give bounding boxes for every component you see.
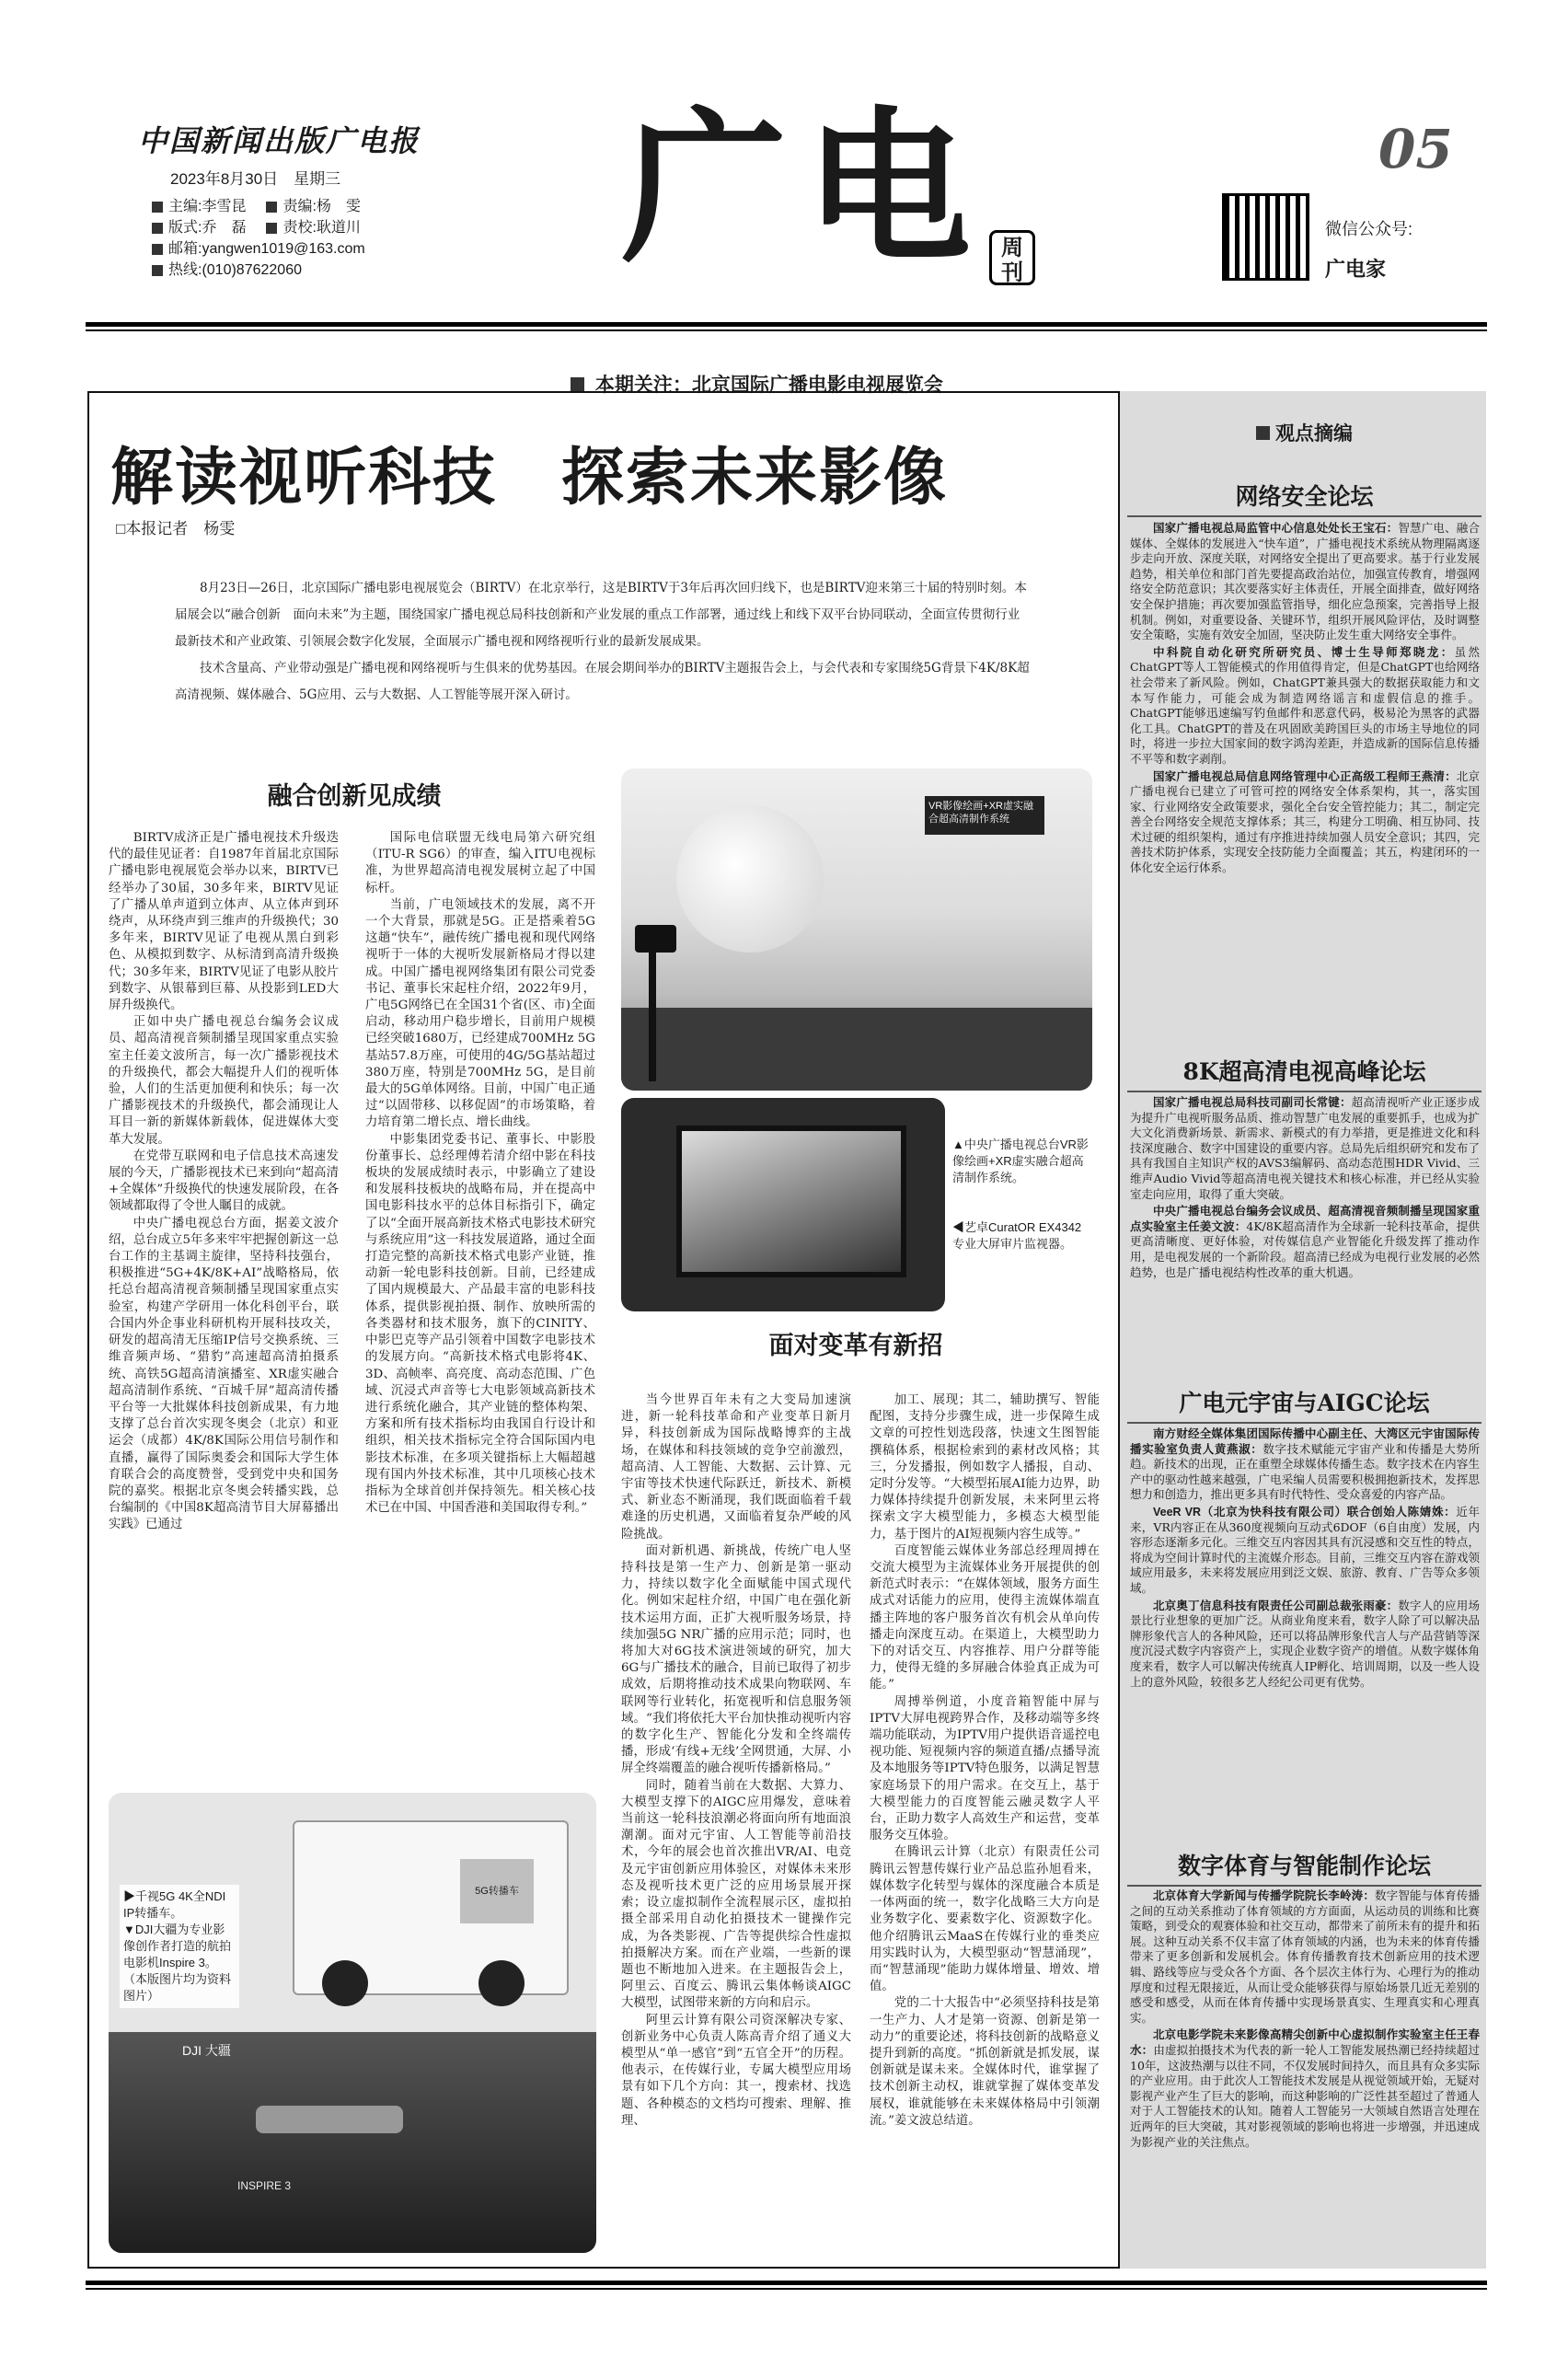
staff-label: 版式: <box>168 220 202 236</box>
quote-speaker: 北京奥丁信息科技有限责任公司副总裁张雨豪： <box>1153 1599 1399 1612</box>
paragraph: 中影集团党委书记、董事长、中影股份董事长、总经理傅若清介绍中影在科技板块的发展成绩时表示，中影确立了建设和发展科技板块的战略布局，并在提高中国电影科技水平的总体目标指引下，确定了以“全面开展高新技术格式电影技术研究与系统应用”这一科技发展道路，通过全面打造完整的高新技术格式电影产业链，推动新一轮电影科技创新。目前，已经建成了国内规模最大、产品最丰富的电影科技体系，提供影视拍摄、制作、放映所需的各类器材和技术服务，旗下的CINITY、中影巴克等产品引领着中国数字电影技术的发展方向。“高新技术格式电影将4K、3D、高帧率、高亮度、高动态范围、广色域、沉浸式声音等七大电影领域高新技术进行系统化融合，其产业链的整体构架、方案和所有技术指标均由我国自行设计和组织，相关技术指标完全符合国际国内电影技术标准，在多项关键指标上大幅超越现有国内外技术标准，其中几项核心技术指标为全球首创并保持领先。相关核心技术已在中国、中国香港和美国取得专利。” <box>365 1132 595 1516</box>
paragraph: 当今世界百年未有之大变局加速演进，新一轮科技革命和产业变革日新月异，科技创新成为国际战略博弈的主战场，在媒体和科技领域的竞争空前激烈，超高清、人工智能、大数据、云计算、元宇宙等技术快速代际跃迁，新技术、新模式、新业态不断涌现，我们既面临着千载难逢的历史机遇，又面临着复杂严峻的风险挑战。 <box>621 1393 851 1542</box>
camera-tripod-icon <box>649 934 656 1081</box>
forum-body <box>1130 1426 1480 1692</box>
paragraph: 百度智能云媒体业务部总经理周搏在交流大模型为主流媒体业务开展提供的创新范式时表示：“在媒体领域，服务方面生成式对话能力的应用，使得主流媒体端直播主阵地的客户服务首次有机会从单向传播走向深度互动。在渠道上，大模型助力下的对话交互、内容推荐、用户分群等能力，使得无缝的多屏融合体验真正成为可能。” <box>870 1543 1100 1692</box>
topic-text: 本期关注：北京国际广播电影电视展览会 <box>594 375 943 396</box>
quote <box>1130 769 1480 876</box>
article-column-3 <box>621 1392 851 2253</box>
quote-speaker: 国家广播电视总局监管中心信息处处长王宝石： <box>1153 522 1399 535</box>
staff-label: 邮箱: <box>168 241 202 257</box>
page-number: 05 <box>1378 118 1453 180</box>
staff-label: 热线: <box>168 262 202 278</box>
article-column-1 <box>109 830 339 1773</box>
quote-speaker: 北京电影学院未来影像高精尖创新中心虚拟制作实验室主任王春水： <box>1130 2028 1480 2057</box>
staff-row-email <box>152 238 455 260</box>
paragraph: 加工、展现；其二，辅助撰写、智能配图，支持分步骤生成，进一步保障生成文章的可控性划选段落，快速文生图智能撰稿体系，根据检索到的素材改风格；其三，分发播报，例如数字人播报，自动、定时分发等。“大模型拓展AI能力边界，助力媒体持续提升创新发展，未来阿里云将探索文字大模型能力，多模态大模型能力，基于图片的AI短视频内容生成等。” <box>870 1393 1100 1542</box>
forum-title: 8K超高清电视高峰论坛 <box>1127 1054 1482 1092</box>
paragraph: 面对新机遇、新挑战，传统广电人坚持科技是第一生产力、创新是第一驱动力，持续以数字化全面赋能中国式现代化。例如宋起柱介绍，中国广电在强化新技术运用方面，正扩大视听服务场景，持续加强5G NR广播的应用示范；同时，也将加大对6G技术演进领域的研究，加大6G与广播技术的融合，目前已取得了初步成效，后期将推动技术成果向物联网、车联网等行业转化，拓宽视听和信息服务领域。“我们将依托大平台加快推动视听内容的数字化生产、智能化分发和全终端传播，形成‘有线+无线’全网贯通，大屏、小屏全终端覆盖的融合视听传播新格局。” <box>621 1543 851 1776</box>
quote-text: 虽然ChatGPT等人工智能模式的作用值得肯定，但是ChatGPT也给网络社会带来了新风险。例如，ChatGPT兼具强大的数据获取能力和文本写作能力，可能会成为制造网络谣言和虚假信息的推手。ChatGPT能够迅速编写钓鱼邮件和恶意代码，极易沦为黑客的武器化工具。ChatGPT的普及在巩固欧美跨国巨头的市场主导地位的同时，将进一步拉大国家间的数字鸿沟差距，并造成新的国际信息传播不平等和数字剥削。 <box>1130 644 1480 766</box>
quote-text: 智慧广电、融合媒体、全媒体的发展进入“快车道”，广播电视技术系统从物理隔离逐步走向开放、深度关联，对网络安全提出了更高要求。基于行业发展趋势，相关单位和部门首先要提高政治站位，加强宣传教育，增强网络安全防范意识；其次要落实好主体责任，开展全面排查，做好网络安全保护措施；再次要加强监管指导，细化应急预案，完善指导上报机制。例如，对重要设备、关键环节，组织开展风险评估，及时调整安全策略，实施有效安全加固，坚决防止发生重大网络安全事件。 <box>1130 521 1480 642</box>
staff-hotline: (010)87622060 <box>202 262 302 278</box>
footer-rule-thin <box>86 2288 1487 2290</box>
square-bullet-icon <box>152 223 163 234</box>
quote-speaker: 国家广播电视总局信息网络管理中心正高级工程师王燕清： <box>1153 769 1457 783</box>
wheel-icon <box>322 1960 368 2006</box>
quote-speaker: 北京体育大学新闻与传播学院院长李岭涛： <box>1153 1889 1375 1902</box>
issue-date: 2023年8月30日 星期三 <box>170 170 341 188</box>
quote-speaker: 中科院自动化研究所研究员、博士生导师郑晓龙： <box>1153 645 1455 659</box>
square-bullet-icon <box>152 202 163 213</box>
quote <box>1130 1888 1480 2026</box>
wheel-icon <box>478 1960 525 2006</box>
camera-icon <box>635 925 676 953</box>
quote-speaker: 国家广播电视总局科技司副司长常键： <box>1153 1096 1352 1109</box>
drone-scene <box>109 2032 596 2253</box>
square-bullet-icon <box>266 223 277 234</box>
inspire-label: INSPIRE 3 <box>237 2179 292 2192</box>
wechat-name: 广电家 <box>1325 258 1387 281</box>
forum-title: 网络安全论坛 <box>1127 479 1482 517</box>
paragraph: 中央广播电视总台方面，据姜文波介绍，总台成立5年多来牢牢把握创新这一总台工作的主基调主旋律，坚持科技强台，积极推进“5G+4K/8K+AI”战略格局，依托总台超高清视音频制播呈现国家重点实验室，构建产学研用一体化科创平台，联合国内外企事业科研机构开展科技攻关，研发的超高清无压缩IP信号交换系统、三维音频声场、“猎豹”高速超高清拍摄系统、高铁5G超高清演播室、XR虚实融合超高清制作系统、“百城千屏”超高清传播平台等一大批媒体科技创新成果，有力地支撑了总台首次实现冬奥会（北京）和亚运会（成都）4K/8K国际公用信号制作和直播，赢得了国际奥委会和国际大学生体育联合会的高度赞誉，受到党中央和国务院的嘉奖。根据北京冬奥会转播实践，总台编制的《中国8K超高清节目大屏幕播出实践》已通过 <box>109 1216 339 1532</box>
masthead-rule <box>86 322 1487 327</box>
section-heading-1: 融合创新见成绩 <box>267 782 442 811</box>
staff-value: 耿道川 <box>316 220 361 236</box>
caption-photo1: ▲中央广播电视总台VR影像绘画+XR虚实融合超高清制作系统。 <box>952 1138 1089 1184</box>
broadcast-truck <box>293 1820 569 1995</box>
weekly-badge: 周刊 <box>989 230 1035 285</box>
paragraph: BIRTV成济正是广播电视技术升级迭代的最佳见证者：自1987年首届北京国际广播电影电视展览会举办以来，BIRTV已经举办了30届，30多年来，BIRTV见证了广播从单声道到立体声、从立体声到环绕声，从环绕声到三维声的升级换代；30多年来，BIRTV见证了电视从黑白到彩色、从模拟到数字、从标清到高清升级换代；30多年来，BIRTV见证了电影从胶片到数字、从银幕到巨幕、从投影到LED大屏升级换代。 <box>109 831 339 1013</box>
quote <box>1130 521 1480 643</box>
paragraph: 阿里云计算有限公司资深解决专家、创新业务中心负责人陈高青介绍了通义大模型从“单一感官”到“五官全开”的历程。他表示，在传媒行业，专属大模型应用场景有如下几个方向：其一，搜索材、找选题、各种模态的文档均可搜索、理解、推理、 <box>621 2013 851 2128</box>
quote-text: 数字技术赋能元宇宙产业和传播是大势所趋。新技术的出现，正在重塑全球媒体传播生态。数字技术在内容生产中的驱动性越来越强，广电采编人员需要积极拥抱新技术，发挥思想力和创造力，推出更多具有时代特性、受众喜爱的内容产品。 <box>1130 1441 1480 1502</box>
quote-text: 数字人的应用场景比行业想象的更加广泛。从商业角度来看，数字人除了可以解决品牌形象代言人的各种风险，还可以将品牌形象代言人与产品营销等深度沉浸式数字内容资产上，实现企业数字资产的增值。从数字媒体角度来看，数字人可以解决传统真人IP孵化、培训周期，以及一些人设上的意外风险，较很多艺人经纪公司更有优势。 <box>1130 1598 1480 1689</box>
lede-paragraph: 8月23日—26日，北京国际广播电影电视展览会（BIRTV）在北京举行，这是BIRTV于3年后再次回归线下，也是BIRTV迎来第三十届的特别时刻。本届展会以“融合创新 面向未来”为主题，围绕国家广播电视总局科技创新和产业发展的重点工作部署，通过线上和线下双平台协同联动，全面宣传贯彻行业最新技术和产业政策、引领展会数字化发展，全面展示广播电视和网络视听行业的最新发展成果。 <box>175 581 1027 649</box>
quote-text: 超高清视听产业正逐步成为提升广电视听服务品质、推动智慧广电发展的重要抓手，也成为扩大文化消费新场景、新需求、新模式的有力举措，更是推进文化和科技深度融合、数字中国建设的重要内容。总局先后组织研究和发布了具有我国自主知识产权的AVS3编解码、高动态范围HDR Vivid、三维声Audio Vivid等超高清电视关键技术和核心标准，并已经从实验室走向应用，取得了重大突破。 <box>1130 1095 1480 1201</box>
quote <box>1130 1204 1480 1280</box>
staff-email[interactable]: yangwen1019@163.com <box>202 241 365 257</box>
footer-rule <box>86 2281 1487 2285</box>
quote <box>1130 2027 1480 2150</box>
quote <box>1130 1426 1480 1503</box>
staff-row-editors <box>152 196 455 217</box>
quote <box>1130 1095 1480 1202</box>
paragraph: 同时，随着当前在大数据、大算力、大模型支撑下的AIGC应用爆发，意味着当前这一轮科技浪潮必将面向所有地面浪潮潮。面对元宇宙、人工智能等前沿技术，今年的展会也首次推出VR/AI、电竞及元宇宙创新应用体验区，对媒体未来形态及视听技术更广泛的应用场景展开探索；设立虚拟制作全流程展示区，虚拟拍摄全部采用自动化拍摄技术一键操作完成，为各类影视、广告等提供综合性虚拟拍摄解决方案。而在产业端，一些新的课题也不断地加入进来。在主题报告会上，阿里云、百度云、腾讯云集体畅谈AIGC大模型，试图带来新的方向和启示。 <box>621 1778 851 2011</box>
square-bullet-icon <box>152 244 163 255</box>
dji-sign: DJI 大疆 <box>182 2043 231 2058</box>
paragraph: 国际电信联盟无线电局第六研究组（ITU-R SG6）的审查，编入ITU电视标准，为世界超高清电视发展树立起了中国标杆。 <box>365 831 595 895</box>
paragraph: 党的二十大报告中“必须坚持科技是第一生产力、人才是第一资源、创新是第一动力”的重要论述，将科技创新的战略意义提升到新的高度。“抓创新就是抓发展，谋创新就是谋未来。全媒体时代，谁掌握了技术创新主动权，谁就掌握了媒体变革发展权，谁就能够在未来媒体格局中引领潮流。”姜文波总结道。 <box>870 1996 1100 2128</box>
forum-title: 数字体育与智能制作论坛 <box>1127 1848 1482 1887</box>
paragraph: 在腾讯云计算（北京）有限责任公司腾讯云智慧传媒行业产品总监孙旭看来，媒体数字化转型与媒体的深度融合本质是一体两面的统一，数字化战略三大方向是业务数字化、要素数字化、资源数字化。他介绍腾讯云MaaS在传媒行业的垂类应用实践时认为，大模型驱动“智慧涌现”，而“智慧涌现”能助力媒体增量、增效、增值。 <box>870 1845 1100 1994</box>
quote-text: 北京广播电视台已建立了可管可控的网络安全体系架构，其一，落实国家、行业网络安全政策要求，强化全台安全管控能力；其二，制定完善全台网络安全规范支撑体系；其三，构建分工明确、相互协同、技术过硬的组织架构，通过有序推进持续加强人员安全意识；其四，完善技术防护体系，实现安全技防能力全面覆盖；其五，构建闭环的一体化安全运行体系。 <box>1130 768 1480 875</box>
section-title: 广电 <box>621 91 990 285</box>
drone-icon <box>256 2106 403 2133</box>
booth-floor <box>621 1008 1092 1091</box>
staff-label: 责校: <box>282 220 317 236</box>
quote-text: 近年来，VR内容正在从360度视频向互动式6DOF（6自由度）发展，内容形态逐渐多元化。三维交互内容因其具有沉浸感和交互性的特点，将成为空间计算时代的主流媒介形态。目前，三维交互内容在游戏领域应用最多，未来将发展应用到泛文娱、旅游、教育、广告等众多领域。 <box>1130 1504 1480 1595</box>
staff-list <box>152 196 455 281</box>
forum-body <box>1130 1095 1480 1282</box>
quote-text: 数字智能与体育传播之间的互动关系推动了体育领域的方方面面，从运动员的训练和比赛策略，到受众的观赛体验和社交互动，都带来了前所未有的提升和拓展。这种互动关系不仅丰富了体育领域的内涵，也为未来的体育传播带来了更多创新和发展机会。体育传播教育技术创新应用的技术逻辑、路线等应与受众各个方面、各个层次主体行为、心理行为的推动厚度和过程无限接近，从而让受众能够获得与原始场景几近无差别的感受和感受，从而在体育传播中实现场景真实、生理真实和心理真实。 <box>1130 1888 1480 2025</box>
staff-row-hotline <box>152 260 455 281</box>
article-column-4 <box>870 1392 1100 2253</box>
lede-paragraph: 技术含量高、产业带动强是广播电视和网络视听与生俱来的优势基因。在展会期间举办的BIRTV主题报告会上，与会代表和专家围绕5G背景下4K/8K超高清视频、媒体融合、5G应用、云与大数据、人工智能等展开深入研讨。 <box>175 661 1030 702</box>
quote <box>1130 1505 1480 1597</box>
forum-title: 广电元宇宙与AIGC论坛 <box>1127 1385 1482 1424</box>
quote <box>1130 1599 1480 1691</box>
photo-monitor <box>621 1098 945 1311</box>
moon-prop <box>676 805 824 953</box>
staff-row-layout <box>152 217 455 238</box>
square-bullet-icon <box>152 265 163 276</box>
qr-code-icon[interactable] <box>1222 193 1309 281</box>
article-headline: 解读视听科技 探索未来影像 <box>110 441 949 514</box>
staff-label: 责编: <box>282 199 317 214</box>
paragraph: 当前，广电领域技术的发展，离不开一个大背景，那就是5G。正是搭乘着5G这趟“快车”，融传统广播电视和现代网络视听于一体的大视听发展新格局才得以建成。中国广播电视网络集团有限公司党委书记、董事长宋起柱介绍，2022年9月，广电5G网络已在全国31个省(区、市)全面启动，移动用户稳步增长，目前用户规模已经突破1680万，已经建成700MHz 5G基站57.8万座，可使用的4G/5G基站超过380万座，特别是700MHz 5G，是目前最大的5G单体网络。目前，中国广电正通过“以固带移、以移促固”的市场策略，着力培育第二增长点、增长曲线。 <box>365 897 595 1130</box>
caption-photo3: ▶千视5G 4K全NDI IP转播车。 ▼DJI大疆为专业影像创作者打造的航拍电影机Inspire 3。 （本版图片均为资料图片） <box>120 1885 239 2008</box>
truck-sign: 5G转播车 <box>460 1859 534 1923</box>
square-bullet-icon <box>266 202 277 213</box>
monitor-screen <box>676 1126 906 1277</box>
staff-value: 乔 磊 <box>202 220 247 236</box>
square-bullet-icon <box>1256 426 1270 440</box>
square-bullet-icon <box>571 377 584 391</box>
paragraph: 周搏举例道，小度音箱智能中屏与IPTV大屏电视跨界合作，及移动端等多终端功能联动，为IPTV用户提供语音遥控电视功能、短视频内容的频道直播/点播导流及本地服务等IPTV特色服务，以满足智慧家庭场景下的用户需求。在交互上，基于大模型能力的百度智能云融灵数字人平台，正助力数字人高效生产和运营，变革服务交互体验。 <box>870 1694 1100 1843</box>
photo-truck-drone <box>109 1793 596 2253</box>
article-byline: □本报记者 杨雯 <box>116 520 236 537</box>
quote <box>1130 645 1480 768</box>
quote-text: 由虚拟拍摄技术为代表的新一轮人工智能发展热潮已经持续超过10年，这波热潮与以往不同，不仅发展时间持久，而且具有众多实际的产业应用。由于此次人工智能技术发展是从视觉领域开始，无疑对影视产业产生了巨大的影响，而这种影响的广泛性甚至超过了普通人对于人工智能技术的认知。随着人工智能另一大领域自然语言处理在近两年的巨大突破，其对影视领域的影响也将进一步增强，并迅速成为影视产业的关注焦点。 <box>1130 2042 1480 2149</box>
paper-name: 中国新闻出版广电报 <box>138 123 421 158</box>
forum-body <box>1130 1888 1480 2152</box>
staff-value: 李雪昆 <box>202 199 247 214</box>
photo-vr-booth <box>621 768 1092 1091</box>
booth-sign: VR影像绘画+XR虚实融合超高清制作系统 <box>925 796 1044 835</box>
quote-speaker: VeeR VR（北京为快科技有限公司）联合创始人陈婧姝： <box>1153 1505 1457 1519</box>
quote-speaker: 中央广播电视总台编务会议成员、超高清视音频制播呈现国家重点实验室主任姜文波： <box>1130 1205 1480 1233</box>
article-lede <box>175 575 1031 709</box>
wechat-label: 微信公众号: <box>1325 220 1413 238</box>
quote-speaker: 南方财经全媒体集团国际传播中心副主任、大湾区元宇宙国际传播实验室负责人黄燕淑： <box>1130 1427 1480 1456</box>
caption-photo2: ◀艺卓CuratOR EX4342专业大屏审片监视器。 <box>952 1220 1082 1251</box>
quote-text: 4K/8K超高清作为全球新一轮科技革命，提供更高清晰度、更好体验，对传媒信息产业智能化升级发挥了推动作用，是电视发展的一个新阶段。超高清已经成为电视行业发展的必然趋势，也是广播电视结构性改革的重大机遇。 <box>1130 1218 1480 1279</box>
paragraph: 在党带互联网和电子信息技术高速发展的今天，广播影视技术已来到向“超高清+全媒体”升级换代的快速发展阶段，在各领域都取得了令世人瞩目的成就。 <box>109 1149 339 1214</box>
sidebar-heading <box>1256 419 1353 446</box>
wechat-block <box>1325 209 1412 290</box>
paragraph: 正如中央广播电视总台编务会议成员、超高清视音频制播呈现国家重点实验室主任姜文波所言，每一次广播影视技术的升级换代，都会大幅提升人们的视听体验，人们的生活更加便利和快乐；每一次广播影视技术的升级换代，都会涌现让人耳目一新的新媒体新载体，促进媒体大变革大发展。 <box>109 1015 339 1147</box>
article-column-2 <box>365 830 595 1773</box>
section-heading-2: 面对变革有新招 <box>768 1332 943 1360</box>
staff-label: 主编: <box>168 199 202 214</box>
sidebar-heading-text: 观点摘编 <box>1275 423 1353 445</box>
forum-body <box>1130 521 1480 878</box>
staff-value: 杨 雯 <box>316 199 361 214</box>
masthead-rule-thin <box>86 329 1487 331</box>
